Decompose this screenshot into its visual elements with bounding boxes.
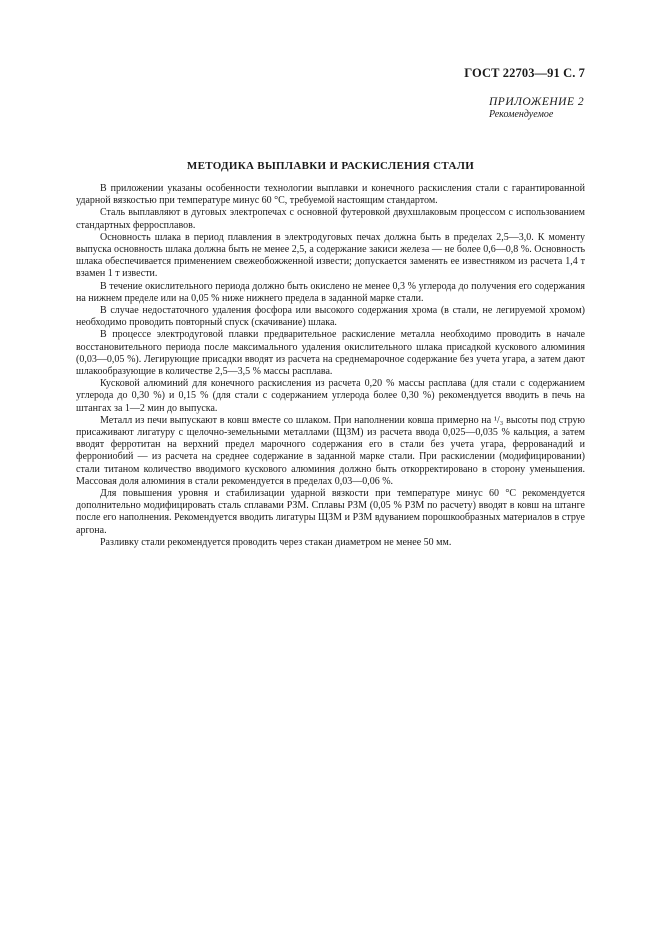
page-header-ref: ГОСТ 22703—91 С. 7 — [464, 66, 585, 80]
paragraph: В случае недостаточного удаления фосфора или высокого содержания хрома (в стали, не легируемой хромом) необходимо проводить повторный спуск (скачивание) шлака. — [76, 305, 585, 329]
appendix-subtitle: Рекомендуемое — [489, 109, 554, 120]
paragraph: В процессе электродуговой плавки предварительное раскисление металла необходимо проводить в начале восстановительного периода после максимального удаления окислительного шлака присадкой кускового алюминия (0,03—0,05 %). Легирующие присадки вводят из расчета на среднемарочное содержание без учета угара, а затем дают шлакообразующие в количестве 2,5—3,5 % массы расплава. — [76, 329, 585, 378]
appendix-title: ПРИЛОЖЕНИЕ 2 — [489, 96, 585, 108]
paragraph: Сталь выплавляют в дуговых электропечах с основной футеровкой двухшлаковым процессом с использованием стандартных ферросплавов. — [76, 207, 585, 231]
paragraph: Кусковой алюминий для конечного раскисления из расчета 0,20 % массы расплава (для стали с содержанием углерода до 0,30 %) и 0,15 % (для стали с содержанием углерода более 0,30 %) рекомендуется вводить в печь на штангах за 1—2 мин до выпуска. — [76, 378, 585, 414]
document-title: МЕТОДИКА ВЫПЛАВКИ И РАСКИСЛЕНИЯ СТАЛИ — [186, 160, 475, 172]
paragraph: Разливку стали рекомендуется проводить через стакан диаметром не менее 50 мм. — [100, 536, 452, 548]
document-body — [76, 183, 585, 549]
paragraph: Для повышения уровня и стабилизации ударной вязкости при температуре минус 60 °С рекомендуется дополнительно модифицировать сталь сплавами РЗМ. Сплавы РЗМ (0,05 % РЗМ по расчету) вводят в ковш на штанге после его наполнения. Рекомендуется вводить лигатуры ЩЗМ и РЗМ вдуванием порошкообразных материалов в струе аргона. — [76, 488, 585, 536]
appendix-block — [489, 96, 584, 121]
paragraph: Металл из печи выпускают в ковш вместе со шлаком. При наполнении ковша примерно на ¹/₃ высоты под струю присаживают лигатуру с щелочно-земельными металлами (ЩЗМ) из расчета ввода 0,025—0,035 % кальция, а затем вводят ферротитан на верхний предел марочного содержания его в стали без учета угара, феррованадий и феррониобий — из расчета на среднее содержание в заданной марке стали. При раскислении (модифицировании) стали титаном количество вводимого кускового алюминия должно быть откорректировано в сторону уменьшения. Массовая доля алюминия в стали рекомендуется в пределах 0,03—0,06 %. — [76, 414, 585, 487]
paragraph: В приложении указаны особенности технологии выплавки и конечного раскисления стали с гарантированной ударной вязкостью при температуре минус 60 °С, требуемой настоящим стандартом. — [76, 183, 585, 207]
paragraph: В течение окислительного периода должно быть окислено не менее 0,3 % углерода до получения его содержания на нижнем пределе или на 0,05 % ниже нижнего предела в заданной марке стали. — [76, 280, 585, 304]
paragraph: Основность шлака в период плавления в электродуговых печах должна быть в пределах 2,5—3,0. К моменту выпуска основность шлака должна быть не менее 2,5, а содержание закиси железа — не более 0,6—0,8 %. Основность шлака обеспечивается применением свежеобожженной извести; допускается заменять ее известняком из расчета 1,4 т взамен 1 т извести. — [76, 231, 585, 280]
